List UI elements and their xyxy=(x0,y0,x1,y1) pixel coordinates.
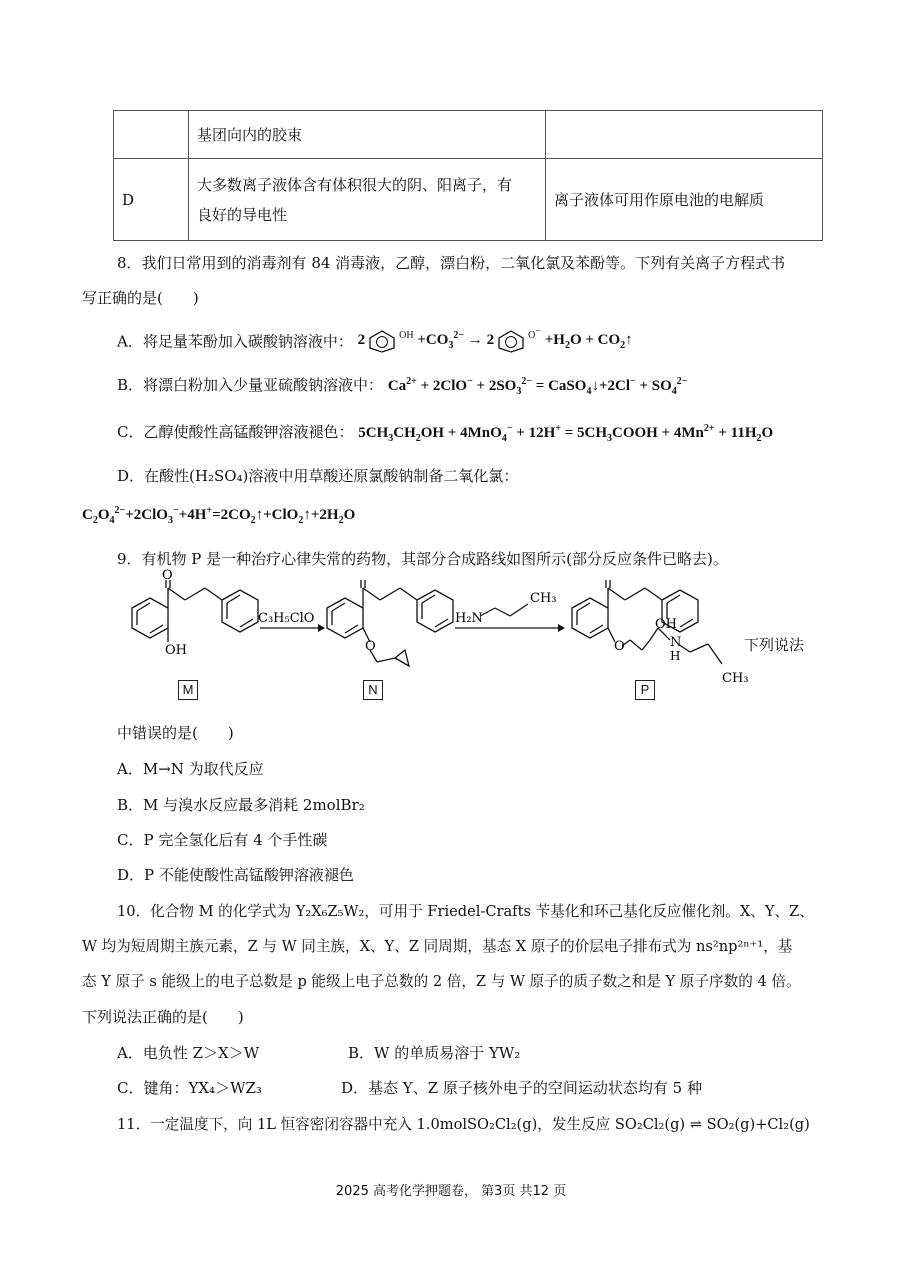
molecule-p xyxy=(572,580,722,664)
atom-label: OH xyxy=(655,617,677,632)
q10-line1: 10．化合物 M 的化学式为 Y₂X₆Z₅W₂，可用于 Friedel-Crafts 苄基化和环己基化反应催化剂。X、Y、Z、 xyxy=(117,903,814,920)
q8-option-a xyxy=(117,328,633,355)
table-cell: 离子液体可用作原电池的电解质 xyxy=(546,159,823,241)
cell-line: 良好的导电性 xyxy=(197,205,288,224)
atom-label: O xyxy=(614,639,625,654)
options-table xyxy=(113,110,823,241)
molecule-m xyxy=(132,580,258,642)
label-n: N xyxy=(363,680,383,700)
q9-option-a: A．M→N 为取代反应 xyxy=(117,760,264,778)
q10-line3: 态 Y 原子 s 能级上的电子总数是 p 能级上电子总数的 2 倍，Z 与 W 原子的质子数之和是 Y 原子序数的 4 倍。 xyxy=(82,973,801,990)
q8-option-b-text: B．将漂白粉加入少量亚硫酸钠溶液中： xyxy=(117,376,384,394)
q8-option-a-text: A．将足量苯酚加入碳酸钠溶液中： xyxy=(117,332,353,351)
q10-option-d: D．基态 Y、Z 原子核外电子的空间运动状态均有 5 种 xyxy=(341,1079,702,1097)
benzene-ring-icon xyxy=(494,329,528,353)
q9-stem: 9．有机物 P 是一种治疗心律失常的药物，其部分合成路线如图所示(部分反应条件已略去)。 xyxy=(117,550,728,568)
atom-label: OH xyxy=(165,643,187,658)
q8-stem-line2: 写正确的是( ) xyxy=(82,289,199,307)
atom-label: N xyxy=(670,635,682,650)
q9-after-text: 下列说法 xyxy=(744,636,805,654)
label-p: P xyxy=(635,680,655,700)
reagent-label: CH₃ xyxy=(530,591,557,606)
cell-line: 大多数离子液体含有体积很大的阴、阳离子，有 xyxy=(197,175,513,194)
q10-option-a: A．电负性 Z＞X＞W xyxy=(117,1044,260,1062)
q10-line2: W 均为短周期主族元素，Z 与 W 同主族，X、Y、Z 同周期，基态 X 原子的价层电子排布式为 ns²np²ⁿ⁺¹，基 xyxy=(82,938,793,955)
q10-option-c: C．键角：YX₄＞WZ₃ xyxy=(117,1079,262,1097)
reagent-label: H₂N xyxy=(455,611,483,626)
atom-label: O xyxy=(162,568,173,583)
q9-option-c: C．P 完全氢化后有 4 个手性碳 xyxy=(117,831,328,849)
molecule-n xyxy=(327,580,453,666)
q8-option-a-equation: 2 $^{OH} +CO_3^{2-} \to 2$ $^{O^-} +H_2O$ + $CO_2↑$ xyxy=(357,326,633,352)
q10-line4: 下列说法正确的是( ) xyxy=(82,1008,244,1026)
q9-option-b: B．M 与溴水反应最多消耗 2molBr₂ xyxy=(117,796,365,814)
benzene-ring-icon xyxy=(365,329,399,353)
q11-line1: 11．一定温度下，向 1L 恒容密闭容器中充入 1.0molSO₂Cl₂(g)，发生反应 SO₂Cl₂(g) ⇌ SO₂(g)+Cl₂(g) xyxy=(117,1116,810,1133)
label-m: M xyxy=(178,680,198,700)
table-cell xyxy=(189,159,546,241)
q8-option-c-text: C．乙醇使酸性高锰酸钾溶液褪色： xyxy=(117,423,354,441)
table-cell: 基团向内的胶束 xyxy=(189,111,546,159)
page-footer: 2025 高考化学押题卷， 第3页 共12 页 xyxy=(335,1184,567,1199)
reagent-label: C₃H₅ClO xyxy=(258,611,315,626)
q8-option-d-equation: $C_2O_4^{2-}+2ClO_3^-+4H^+=2CO_2↑+ClO_2↑+2H_2O$ xyxy=(82,505,356,526)
q8-option-c-equation: $5CH_3CH_2OH + 4MnO_4^- + 12H^+$ = $5CH_3COOH + 4Mn^{2+} + 11H_2O$ xyxy=(358,423,774,444)
q8-stem-line1: 8．我们日常用到的消毒剂有 84 消毒液，乙醇，漂白粉，二氧化氯及苯酚等。下列有关离子方程式书 xyxy=(117,254,786,272)
q8-option-c xyxy=(117,421,773,444)
q8-option-d: D．在酸性(H₂SO₄)溶液中用草酸还原氯酸钠制备二氧化氯： xyxy=(117,467,519,485)
q9-option-d: D．P 不能使酸性高锰酸钾溶液褪色 xyxy=(117,866,354,884)
q8-option-b-equation: $Ca^{2+} + 2ClO^- + 2SO_3^{2-}$ = CaSO$_4$↓+2Cl− + $SO_4^{2-}$ xyxy=(387,376,688,397)
atom-label: H xyxy=(670,649,681,663)
atom-label: O xyxy=(365,639,376,654)
atom-label: CH₃ xyxy=(722,671,749,686)
q9-continue: 中错误的是( ) xyxy=(117,724,234,742)
table-cell: D xyxy=(114,159,189,241)
q8-option-b xyxy=(117,374,687,397)
table-cell xyxy=(114,111,189,159)
q10-option-b: B．W 的单质易溶于 YW₂ xyxy=(348,1044,521,1062)
table-cell xyxy=(546,111,823,159)
